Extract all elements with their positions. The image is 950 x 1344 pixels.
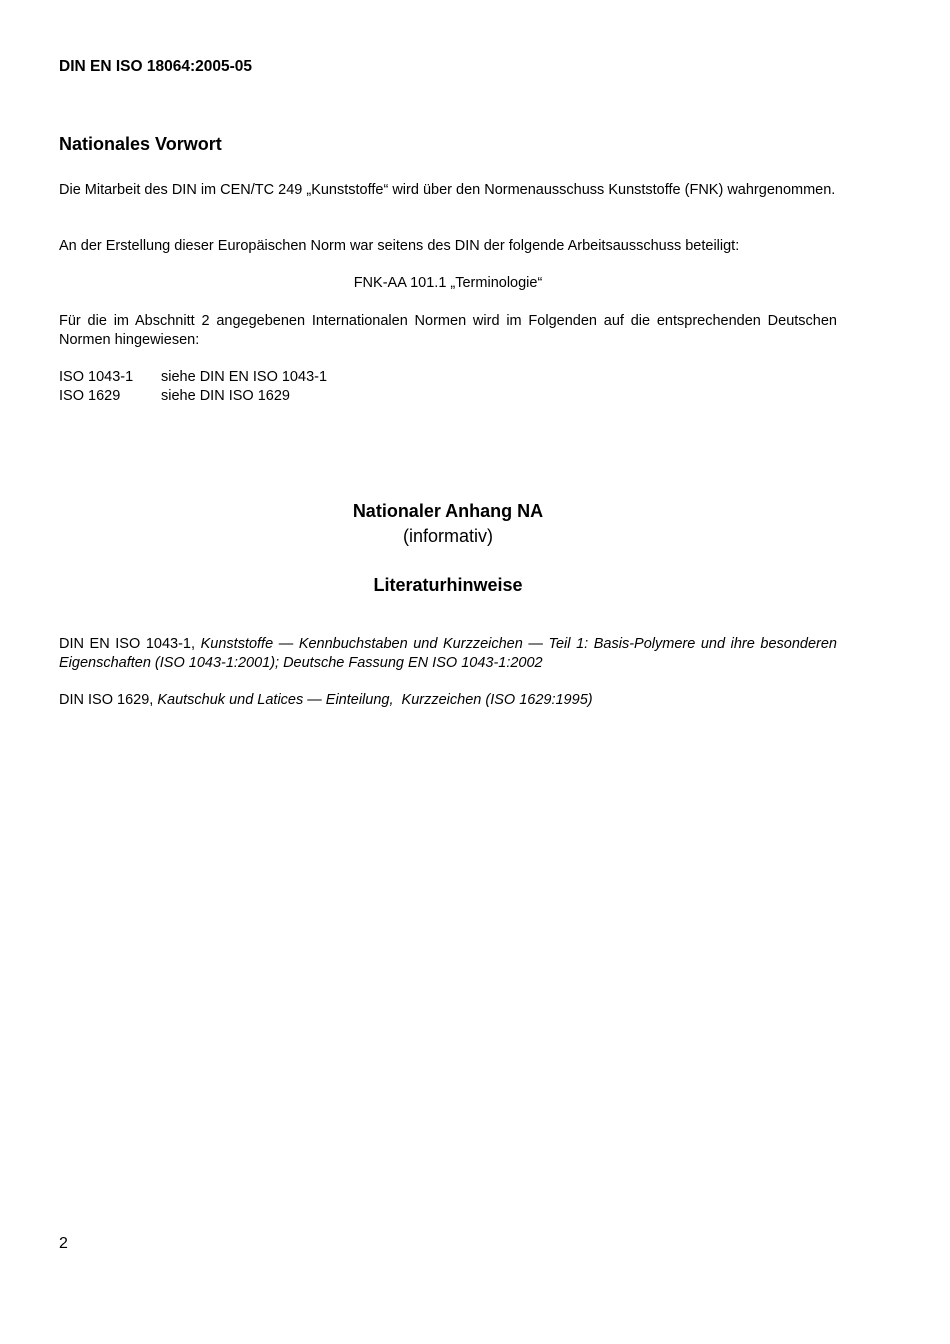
literature-ref-title: Kautschuk und Latices — Einteilung, Kurzzeichen (ISO 1629:1995) — [157, 692, 593, 708]
literature-ref: DIN EN ISO 1043-1, — [59, 636, 201, 652]
reference-row — [59, 368, 327, 387]
reference-list — [59, 368, 327, 405]
reference-din: siehe DIN ISO 1629 — [161, 387, 290, 404]
literature-title: Literaturhinweise — [373, 575, 523, 595]
vorwort-paragraph-1: Die Mitarbeit des DIN im CEN/TC 249 „Kunststoffe“ wird über den Normenausschuss Kunststoffe (FNK) wahrgenommen. — [59, 182, 836, 198]
annex-title: Nationaler Anhang NA — [352, 501, 544, 521]
reference-iso: ISO 1629 — [59, 387, 121, 404]
reference-row — [59, 387, 327, 406]
vorwort-paragraph-2: An der Erstellung dieser Europäischen Norm war seitens des DIN der folgende Arbeitsausschuss beteiligt: — [59, 238, 740, 254]
document-id: DIN EN ISO 18064:2005-05 — [59, 58, 252, 75]
annex-subtitle: (informativ) — [402, 526, 493, 546]
page-number: 2 — [59, 1235, 68, 1252]
literature-ref: DIN ISO 1629, — [59, 692, 158, 708]
section-title-vorwort: Nationales Vorwort — [59, 134, 222, 154]
reference-iso: ISO 1043-1 — [59, 369, 134, 385]
literature-ref-title: Kunststoffe — Kennbuchstaben und Kurzzeichen — Teil 1: Basis-Polymere und ihre besonderen Eigenschaften (ISO 1043-1:2001); Deutsche Fassung EN ISO 1043-1:2002 — [59, 636, 837, 671]
literature-entry-1 — [59, 635, 837, 672]
vorwort-paragraph-3: Für die im Abschnitt 2 angegebenen Internationalen Normen wird im Folgenden auf die entsprechenden Deutschen Normen hingewiesen: — [59, 313, 837, 348]
reference-din: siehe DIN EN ISO 1043-1 — [161, 369, 328, 385]
committee-name: FNK-AA 101.1 „Terminologie“ — [353, 275, 543, 291]
literature-entry-2 — [59, 691, 837, 710]
